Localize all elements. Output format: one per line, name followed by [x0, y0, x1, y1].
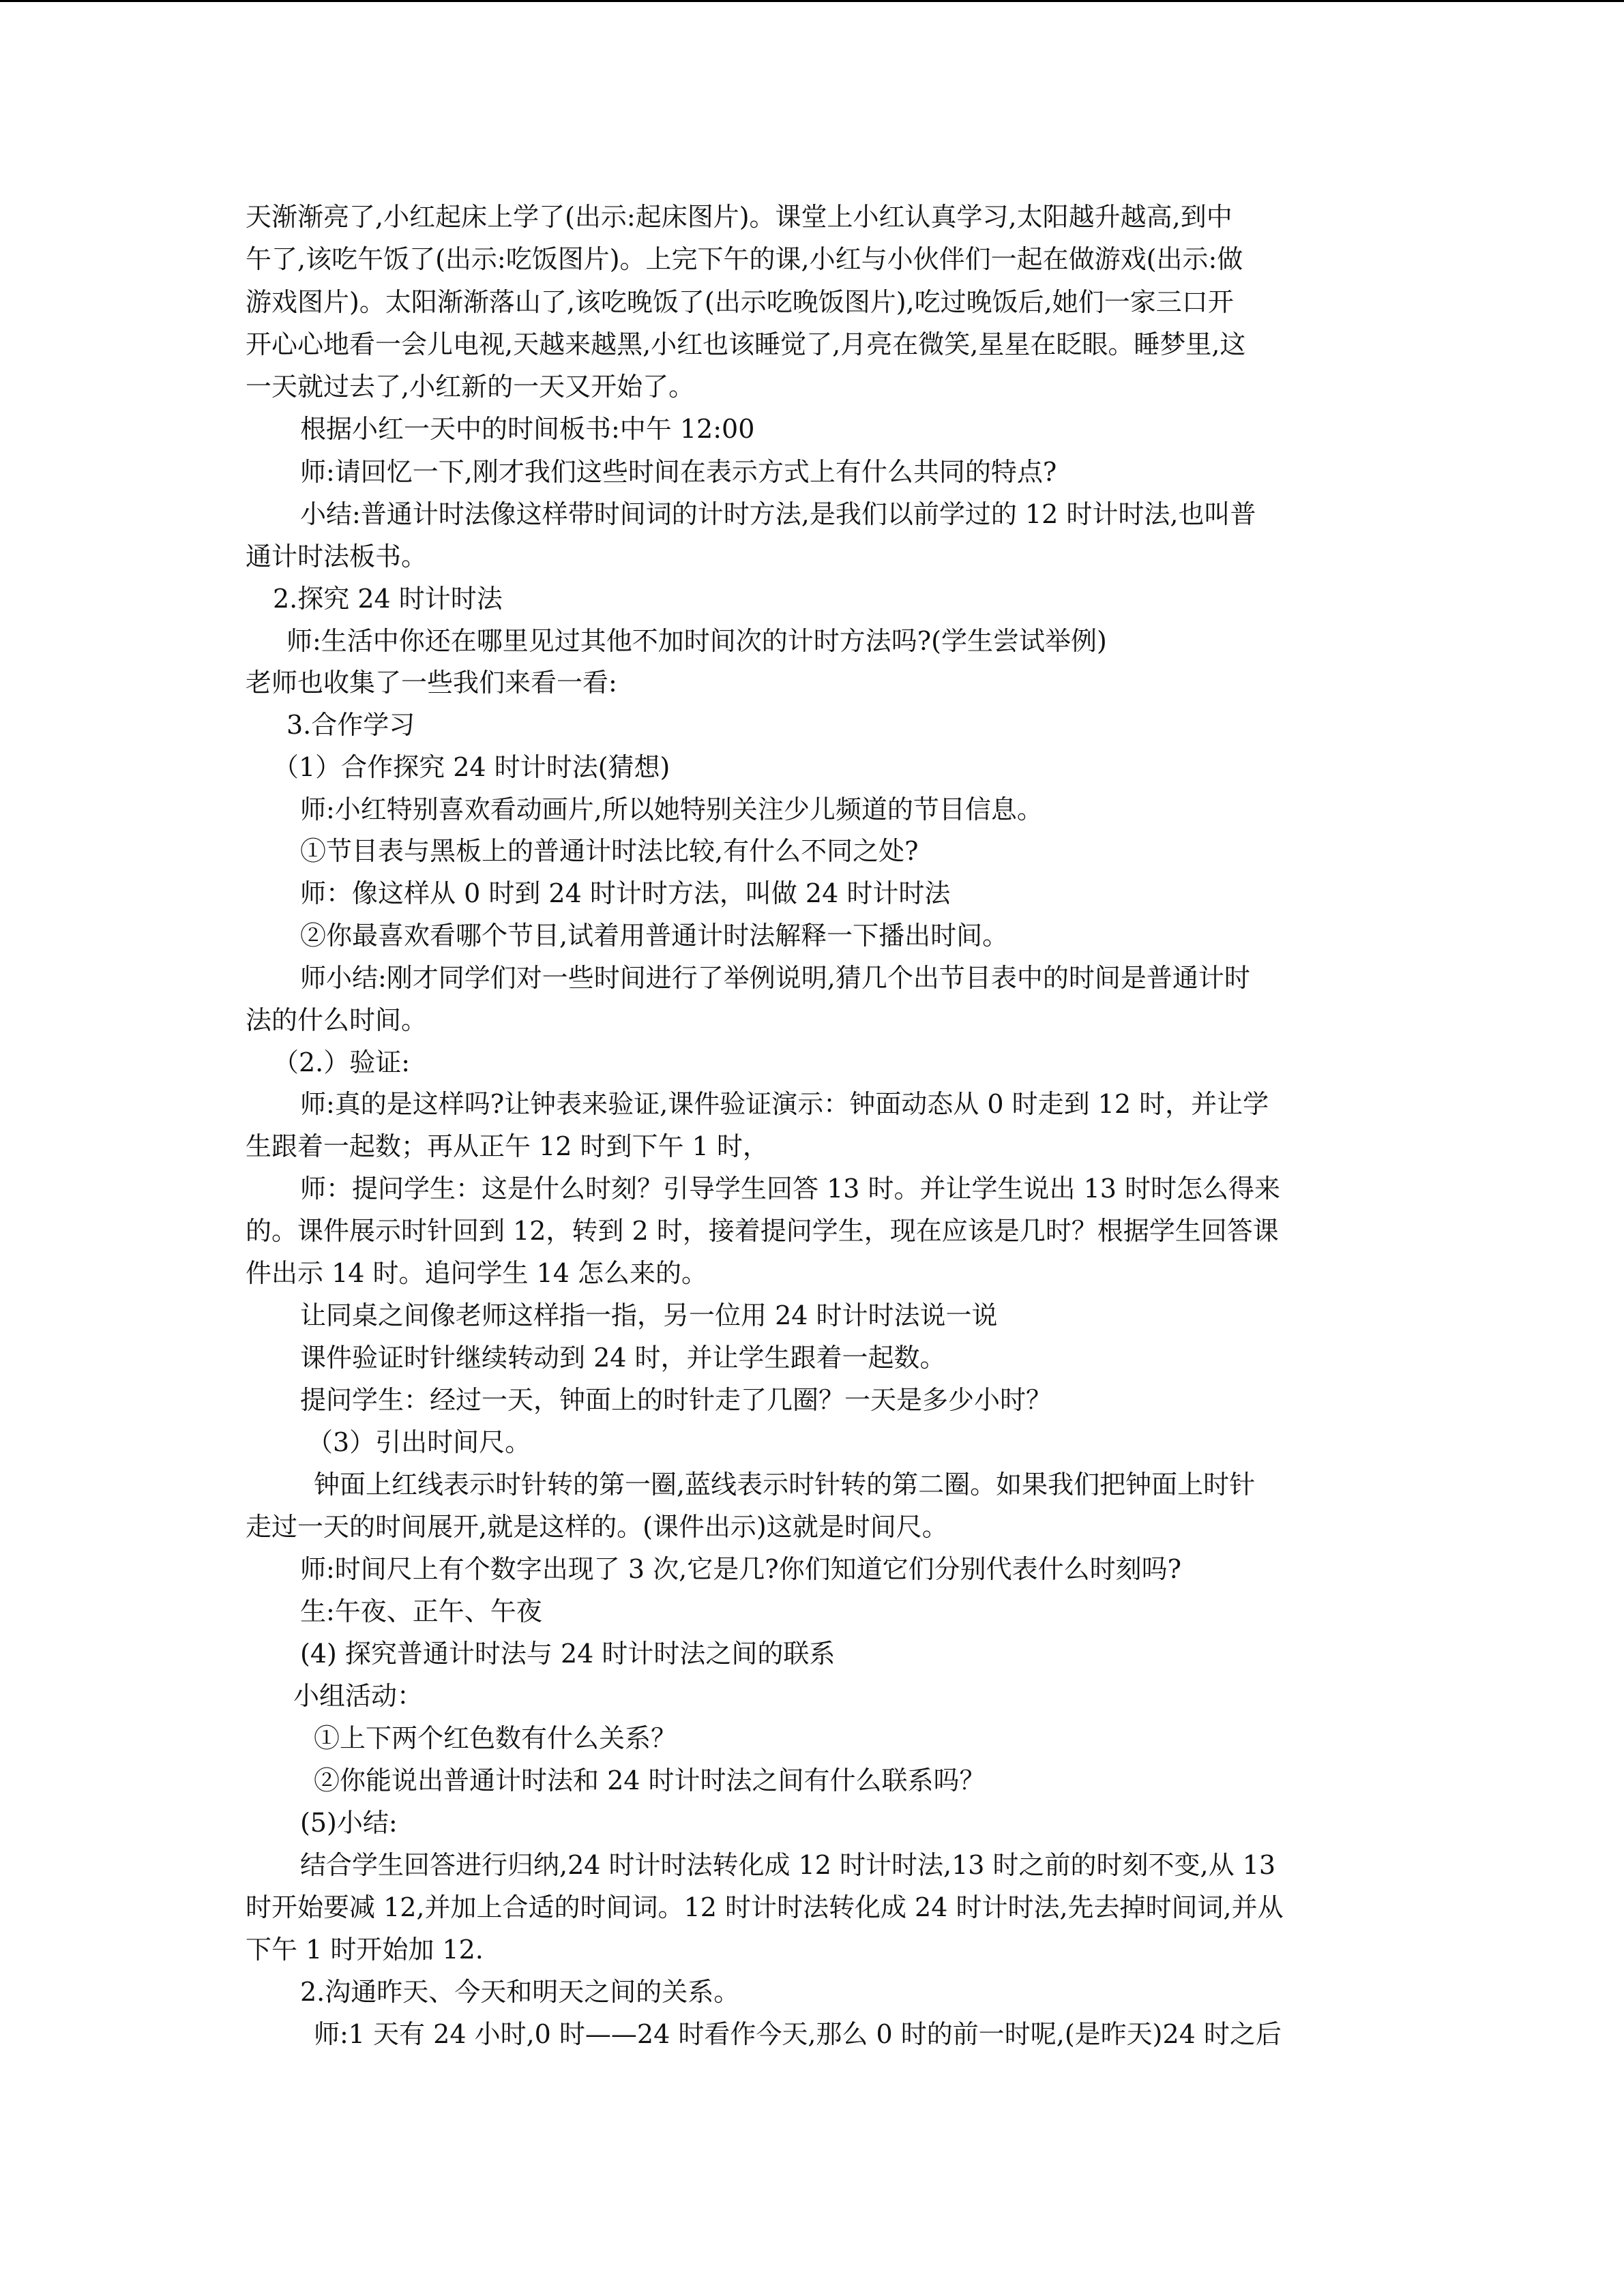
- text-line: 午了,该吃午饭了(出示:吃饭图片)。上完下午的课,小红与小伙伴们一起在做游戏(出示:做: [246, 244, 1243, 274]
- text-line: 法的什么时间。: [246, 1005, 428, 1035]
- text-line: 开心心地看一会儿电视,天越来越黑,小红也该睡觉了,月亮在微笑,星星在眨眼。睡梦里,这: [246, 329, 1246, 359]
- text-line: 师：提问学生：这是什么时刻？引导学生回答 13 时。并让学生说出 13 时时怎么得来: [300, 1174, 1281, 1204]
- section-heading: 3.合作学习: [286, 710, 415, 740]
- text-line: 的。课件展示时针回到 12，转到 2 时，接着提问学生，现在应该是几时？根据学生回答课: [246, 1216, 1279, 1246]
- text-line: 天渐渐亮了,小红起床上学了(出示:起床图片)。课堂上小红认真学习,太阳越升越高,到中: [246, 202, 1232, 232]
- text-line: 师:生活中你还在哪里见过其他不加时间次的计时方法吗?(学生尝试举例): [286, 626, 1107, 656]
- text-line: 通计时法板书。: [246, 541, 428, 571]
- text-line: 课件验证时针继续转动到 24 时，并让学生跟着一起数。: [300, 1343, 946, 1373]
- text-line: 小结:普通计时法像这样带时间词的计时方法,是我们以前学过的 12 时计时法,也叫普: [300, 499, 1256, 529]
- text-line: 师：像这样从 0 时到 24 时计时方法，叫做 24 时计时法: [300, 878, 951, 908]
- text-line: 师:1 天有 24 小时,0 时——24 时看作今天,那么 0 时的前一时呢,(是昨天)24 时之后: [314, 2019, 1282, 2049]
- text-line: 生:午夜、正午、午夜: [300, 1596, 542, 1626]
- text-line: 师:时间尺上有个数字出现了 3 次,它是几?你们知道它们分别代表什么时刻吗?: [300, 1554, 1181, 1584]
- text-line: 钟面上红线表示时针转的第一圈,蓝线表示时针转的第二圈。如果我们把钟面上时针: [314, 1470, 1256, 1500]
- subsection-heading: （3）引出时间尺。: [307, 1427, 531, 1457]
- subsection-heading: (4) 探究普通计时法与 24 时计时法之间的联系: [300, 1639, 836, 1669]
- text-line: ①上下两个红色数有什么关系？: [314, 1723, 677, 1753]
- text-line: 下午 1 时开始加 12.: [246, 1935, 484, 1965]
- text-line: 一天就过去了,小红新的一天又开始了。: [246, 372, 695, 402]
- text-line: 老师也收集了一些我们来看一看:: [246, 668, 617, 698]
- text-line: 游戏图片)。太阳渐渐落山了,该吃晚饭了(出示吃晚饭图片),吃过晚饭后,她们一家三口开: [246, 287, 1234, 317]
- text-line: 让同桌之间像老师这样指一指，另一位用 24 时计时法说一说: [300, 1300, 998, 1330]
- text-line: 走过一天的时间展开,就是这样的。(课件出示)这就是时间尺。: [246, 1512, 948, 1542]
- text-line: 生跟着一起数；再从正午 12 时到下午 1 时，: [246, 1131, 769, 1161]
- top-border-line: [0, 0, 1624, 2]
- text-line: 时开始要减 12,并加上合适的时间词。12 时计时法转化成 24 时计时法,先去掉时间词,并从: [246, 1892, 1284, 1922]
- text-line: 师:请回忆一下,刚才我们这些时间在表示方式上有什么共同的特点?: [300, 457, 1057, 487]
- text-line: ①节目表与黑板上的普通计时法比较,有什么不同之处?: [300, 836, 919, 866]
- text-line: 小组活动：: [293, 1681, 424, 1711]
- text-line: 师:小红特别喜欢看动画片,所以她特别关注少儿频道的节目信息。: [300, 794, 1043, 824]
- subsection-heading: （2.）验证:: [273, 1047, 411, 1077]
- subsection-heading: (5)小结:: [300, 1808, 398, 1838]
- text-line: 提问学生：经过一天，钟面上的时针走了几圈？一天是多少小时？: [300, 1385, 1052, 1415]
- subsection-heading: （1）合作探究 24 时计时法(猜想): [273, 752, 670, 782]
- text-line: ②你最喜欢看哪个节目,试着用普通计时法解释一下播出时间。: [300, 921, 1009, 951]
- text-line: 师小结:刚才同学们对一些时间进行了举例说明,猜几个出节目表中的时间是普通计时: [300, 963, 1250, 993]
- text-line: ②你能说出普通计时法和 24 时计时法之间有什么联系吗？: [314, 1765, 986, 1795]
- section-heading: 2.沟通昨天、今天和明天之间的关系。: [300, 1977, 740, 2007]
- section-heading: 2.探究 24 时计时法: [273, 584, 503, 614]
- text-line: 结合学生回答进行归纳,24 时计时法转化成 12 时计时法,13 时之前的时刻不变,从 13: [300, 1850, 1276, 1880]
- text-line: 师:真的是这样吗?让钟表来验证,课件验证演示：钟面动态从 0 时走到 12 时，并让学: [300, 1089, 1269, 1119]
- text-line: 根据小红一天中的时间板书:中午 12:00: [300, 414, 755, 444]
- text-line: 件出示 14 时。追问学生 14 怎么来的。: [246, 1258, 708, 1288]
